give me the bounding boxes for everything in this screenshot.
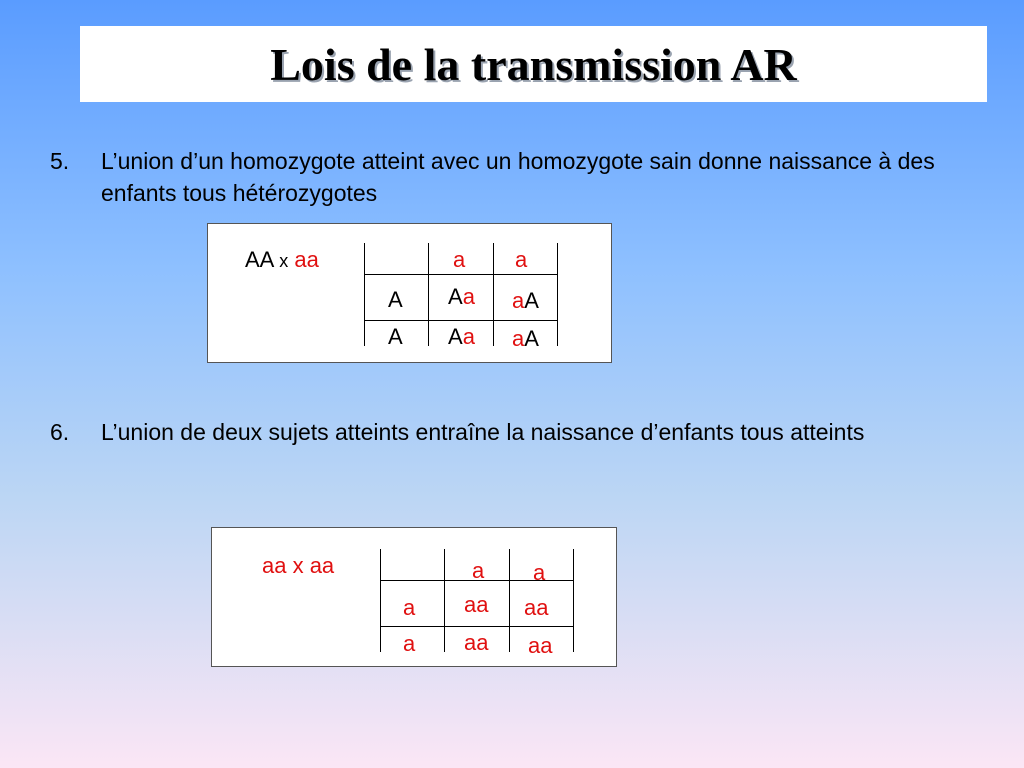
parent-genotype-dominant: AA [245,247,274,272]
item-text: L’union de deux sujets atteints entraîne la naissance d’enfants tous atteints [101,419,865,445]
genotype-cell: Aa [448,324,475,349]
genotype-cell: aA [512,288,539,313]
genotype-cell: Aa [448,284,475,309]
row-header: a [403,595,416,620]
grid-line [380,549,381,652]
genotype-cell: aA [512,326,539,351]
grid-line [573,549,574,652]
cross2-label: aa x aa [262,553,335,578]
column-header: a [453,247,466,272]
genotype-cell: aa [524,595,549,620]
grid-line [364,243,365,346]
column-header: a [515,247,528,272]
grid-line [364,320,557,321]
column-header: a [472,558,485,583]
row-header: a [403,631,416,656]
title-box [80,26,987,102]
punnett-square-1 [207,223,612,363]
grid-line [444,549,445,652]
grid-line [557,243,558,346]
grid-line [364,274,557,275]
parent-genotype-recessive: aa [294,247,319,272]
page-title: Lois de la transmission AR [270,38,797,90]
column-header: a [533,560,546,585]
grid-line [428,243,429,346]
genotype-cell: aa [464,630,489,655]
row-header: A [388,287,403,312]
cross-symbol: x [279,251,289,271]
genotype-cell: aa [528,633,553,658]
grid-line [493,243,494,346]
item-number: 6. [50,419,70,445]
cross1-label [245,247,319,274]
punnett-square-2 [211,527,617,667]
genotype-cell: aa [464,592,489,617]
item-text: L’union d’un homozygote atteint avec un homozygote sain donne naissance à des enfants tous hétérozygotes [101,148,935,206]
grid-line [380,626,573,627]
item-number: 5. [50,148,70,174]
row-header: A [388,324,403,349]
grid-line [509,549,510,652]
